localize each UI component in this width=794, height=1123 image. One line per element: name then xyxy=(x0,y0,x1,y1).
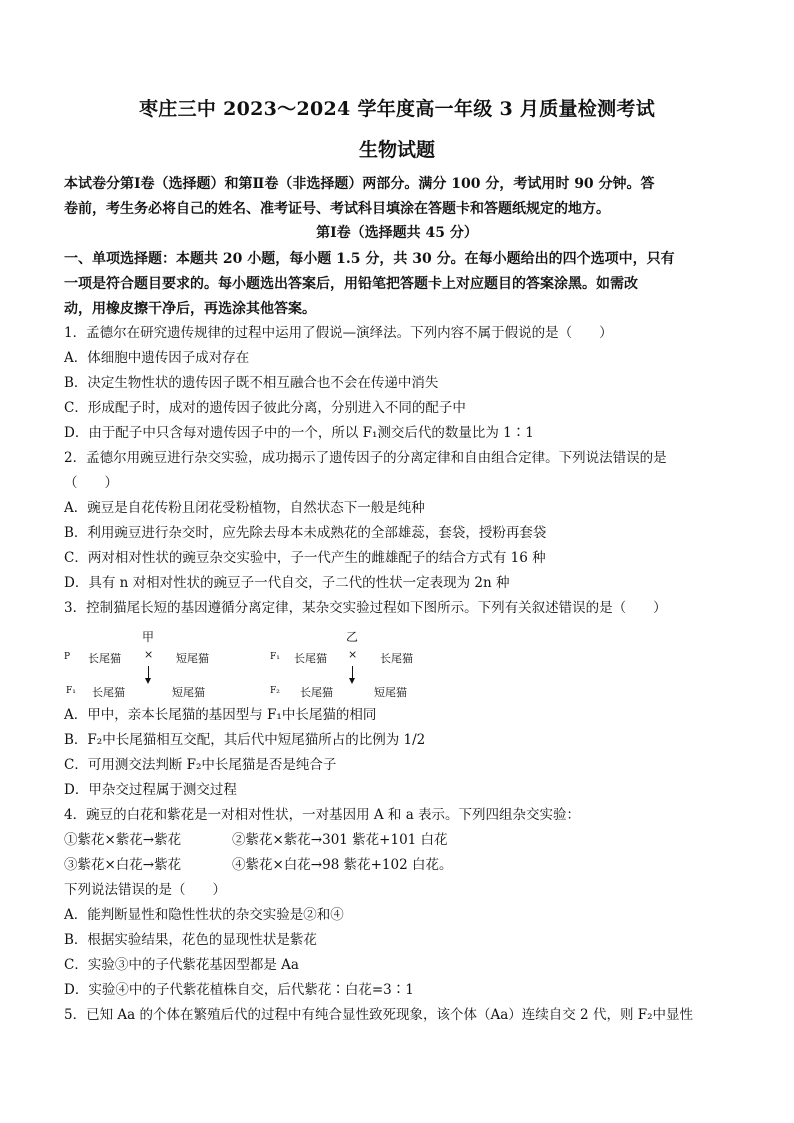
q1-option-d: D．由于配子中只含每对遗传因子中的一个，所以 F₁测交后代的数量比为 1∶1 xyxy=(64,425,534,441)
q1-option-a: A．体细胞中遗传因子成对存在 xyxy=(64,350,250,366)
diagram-p: P xyxy=(64,652,71,662)
intro-line-2: 卷前，考生务必将自己的姓名、准考证号、考试科目填涂在答题卡和答题纸规定的地方。 xyxy=(64,201,610,217)
q5-stem: 5．已知 Aa 的个体在繁殖后代的过程中有纯合显性致死现象，该个体（Aa）连续自交 2 代，则 F₂中显性 xyxy=(64,1007,694,1023)
q2-stem-cont: （ ） xyxy=(64,475,118,491)
q3-option-a: A．甲中，亲本长尾猫的基因型与 F₁中长尾猫的相同 xyxy=(64,707,377,723)
diagram-yi-cross: × xyxy=(348,648,358,661)
q4-experiment-4: ④紫花×白花→98 紫花+102 白花。 xyxy=(232,857,453,873)
diagram-yi-arrowhead xyxy=(349,678,355,684)
q4-stem-cont: 下列说法错误的是（ ） xyxy=(64,882,226,898)
diagram-jia-f1: F₁ xyxy=(66,686,76,696)
q3-option-c: C．可用测交法判断 F₂中长尾猫是否是纯合子 xyxy=(64,757,337,773)
diagram-jia-cross: × xyxy=(144,648,154,661)
q2-option-b: B．利用豌豆进行杂交时，应先除去母本未成熟花的全部雄蕊，套袋，授粉再套袋 xyxy=(64,525,547,541)
q4-option-c: C．实验③中的子代紫花基因型都是 Aa xyxy=(64,957,299,973)
diagram-yi-parent-long-2: 长尾猫 xyxy=(380,652,413,665)
cross-diagram xyxy=(60,628,440,698)
diagram-yi-offspring-short: 短尾猫 xyxy=(374,686,407,699)
q1-option-c: C．形成配子时，成对的遗传因子彼此分离，分别进入不同的配子中 xyxy=(64,400,466,416)
q4-experiment-3: ③紫花×白花→紫花 xyxy=(64,857,182,873)
q4-experiment-2: ②紫花×紫花→301 紫花+101 白花 xyxy=(232,832,448,848)
section-instruction-1: 一、单项选择题：本题共 20 小题，每小题 1.5 分，共 30 分。在每小题给出的四个选项中，只有 xyxy=(64,251,675,267)
q2-option-d: D．具有 n 对相对性状的豌豆子一代自交，子二代的性状一定表现为 2n 种 xyxy=(64,575,510,591)
q3-option-d: D．甲杂交过程属于测交过程 xyxy=(64,782,237,798)
section-instruction-3: 动，用橡皮擦干净后，再选涂其他答案。 xyxy=(64,301,316,317)
diagram-yi-parent-long-1: 长尾猫 xyxy=(294,652,327,665)
diagram-yi-offspring-long: 长尾猫 xyxy=(300,686,333,699)
q4-experiment-1: ①紫花×紫花→紫花 xyxy=(64,832,182,848)
diagram-yi-f1: F₁ xyxy=(270,652,280,662)
q4-stem: 4．豌豆的白花和紫花是一对相对性状，一对基因用 A 和 a 表示。下列四组杂交实验： xyxy=(64,807,581,823)
diagram-jia-offspring-long: 长尾猫 xyxy=(92,686,125,699)
q2-option-a: A．豌豆是自花传粉且闭花受粉植物，自然状态下一般是纯种 xyxy=(64,500,425,516)
q3-option-b: B．F₂中长尾猫相互交配，其后代中短尾猫所占的比例为 1/2 xyxy=(64,732,426,748)
q1-stem: 1．孟德尔在研究遗传规律的过程中运用了假说—演绎法。下列内容不属于假说的是（ ） xyxy=(64,325,613,341)
section-instruction-2: 一项是符合题目要求的。每小题选出答案后，用铅笔把答题卡上对应题目的答案涂黑。如需改 xyxy=(64,276,638,292)
diagram-jia-arrowhead xyxy=(145,678,151,684)
q1-option-b: B．决定生物性状的遗传因子既不相互融合也不会在传递中消失 xyxy=(64,375,439,391)
q2-stem: 2．孟德尔用豌豆进行杂交实验，成功揭示了遗传因子的分离定律和自由组合定律。下列说法错误的是 xyxy=(64,450,667,466)
q4-option-b: B．根据实验结果，花色的显现性状是紫花 xyxy=(64,932,317,948)
diagram-jia-offspring-short: 短尾猫 xyxy=(172,686,205,699)
intro-line-1: 本试卷分第Ⅰ卷（选择题）和第Ⅱ卷（非选择题）两部分。满分 100 分，考试用时 90 分钟。答 xyxy=(64,176,655,192)
diagram-label-jia: 甲 xyxy=(142,630,155,644)
exam-title: 枣庄三中 2023～2024 学年度高一年级 3 月质量检测考试 xyxy=(138,98,656,120)
diagram-jia-parent-short: 短尾猫 xyxy=(176,652,209,665)
q4-option-a: A．能判断显性和隐性性状的杂交实验是②和④ xyxy=(64,907,344,923)
section-heading: 第Ⅰ卷（选择题共 45 分） xyxy=(316,225,478,241)
diagram-yi-f2: F₂ xyxy=(270,686,280,696)
q2-option-c: C．两对相对性状的豌豆杂交实验中，子一代产生的雌雄配子的结合方式有 16 种 xyxy=(64,550,546,566)
exam-subtitle: 生物试题 xyxy=(358,139,435,161)
q3-stem: 3．控制猫尾长短的基因遵循分离定律，某杂交实验过程如下图所示。下列有关叙述错误的是（ ） xyxy=(64,600,667,616)
diagram-label-yi: 乙 xyxy=(346,630,359,644)
q4-option-d: D．实验④中的子代紫花植株自交，后代紫花∶白花=3∶1 xyxy=(64,982,414,998)
diagram-jia-parent-long: 长尾猫 xyxy=(88,652,121,665)
